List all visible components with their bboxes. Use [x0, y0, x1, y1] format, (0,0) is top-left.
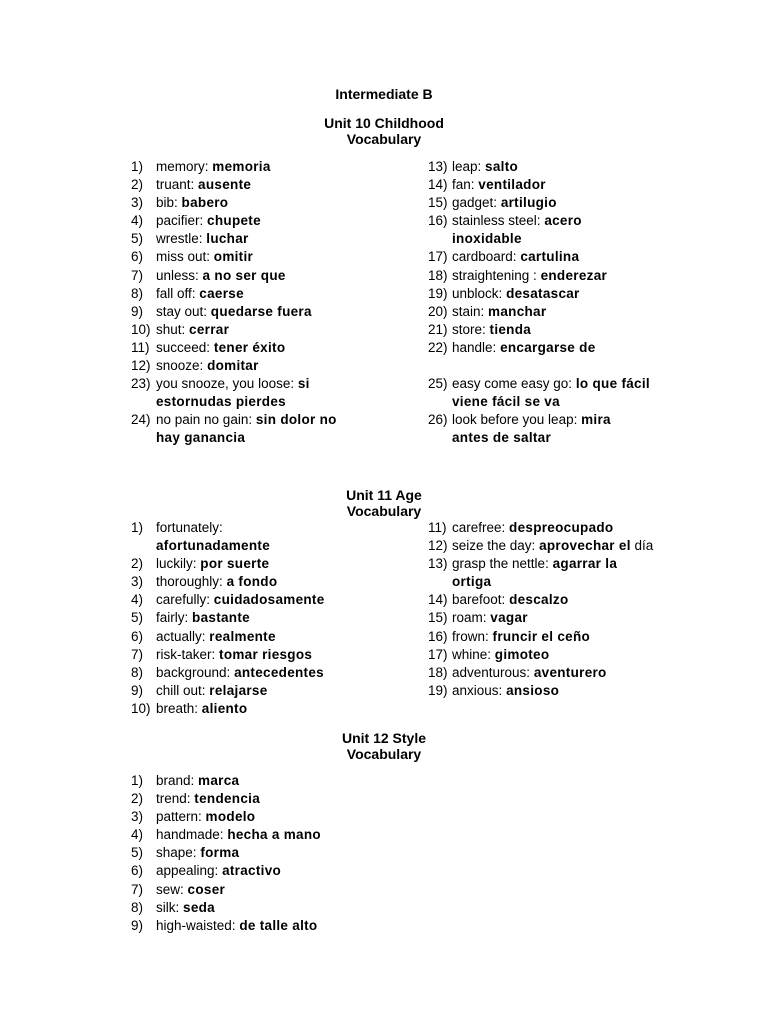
vocab-item: 8) fall off: caerse	[131, 285, 244, 301]
vocab-item: 5) shape: forma	[131, 845, 240, 861]
vocab-item: 3) thoroughly: a fondo	[131, 574, 278, 590]
vocab-item: 20) stain: manchar	[428, 303, 547, 319]
vocab-item: 6) miss out: omitir	[131, 249, 254, 265]
vocab-item: 5) fairly: bastante	[131, 610, 250, 626]
unit-12-title: Unit 12 Style	[341, 730, 427, 746]
vocab-item: 14) fan: ventilador	[428, 177, 546, 193]
vocab-item: 9) high-waisted: de talle alto	[131, 917, 318, 933]
vocab-item: 1) brand: marca	[131, 773, 240, 788]
vocab-item: 11) carefree: despreocupado	[428, 520, 614, 535]
vocab-item: 11) succeed: tener éxito	[131, 339, 286, 355]
vocab-item: 5) wrestle: luchar	[131, 231, 249, 247]
vocab-item: 15) roam: vagar	[428, 610, 528, 626]
vocab-item: 2) luckily: por suerte	[131, 556, 270, 572]
vocab-item: 2) trend: tendencia	[131, 791, 261, 807]
vocab-item: 8) background: antecedentes	[131, 664, 324, 680]
unit-11-subtitle: Vocabulary	[346, 503, 422, 519]
unit-12-left-column	[131, 772, 401, 935]
vocab-item: 6) appealing: atractivo	[131, 863, 282, 879]
vocab-item: 17) cardboard: cartulina	[428, 249, 580, 265]
vocab-item: 4) pacifier: chupete	[131, 213, 261, 229]
vocab-item: 9) chill out: relajarse	[131, 682, 268, 698]
vocab-item: 18) straightening : enderezar	[428, 267, 608, 283]
unit-10-subtitle: Vocabulary	[346, 131, 422, 147]
vocab-item: 12) seize the day: aprovechar el día	[428, 538, 654, 554]
vocab-item: 12) snooze: domitar	[131, 358, 259, 374]
vocab-item: 18) adventurous: aventurero	[428, 664, 607, 680]
vocab-item: 6) actually: realmente	[131, 628, 276, 644]
vocab-item: 16) frown: fruncir el ceño	[428, 628, 591, 644]
vocab-item: 1) memory: memoria	[131, 159, 271, 174]
vocab-item: 23) you snooze, you loose: si estornudas pierdes	[131, 376, 310, 410]
vocab-item: 15) gadget: artilugio	[428, 195, 557, 211]
vocab-item: 19) unblock: desatascar	[428, 285, 580, 301]
vocab-item: 4) handmade: hecha a mano	[131, 827, 321, 843]
vocab-item: 21) store: tienda	[428, 321, 532, 337]
vocab-item: 4) carefully: cuidadosamente	[131, 592, 325, 608]
vocab-item: 3) bib: babero	[131, 195, 229, 211]
unit-11-title: Unit 11 Age	[346, 487, 422, 503]
unit-12-subtitle: Vocabulary	[346, 746, 422, 762]
doc-title: Intermediate B	[335, 86, 433, 102]
vocab-item: 7) risk-taker: tomar riesgos	[131, 646, 313, 662]
vocab-item: 2) truant: ausente	[131, 177, 252, 193]
vocab-item: 14) barefoot: descalzo	[428, 592, 569, 608]
vocab-item: 7) unless: a no ser que	[131, 267, 286, 283]
vocab-item: 26) look before you leap: mira antes de saltar	[428, 412, 611, 446]
vocab-item: 13) grasp the nettle: agarrar la ortiga	[428, 556, 618, 590]
vocab-item: 17) whine: gimoteo	[428, 646, 550, 662]
vocab-item: 7) sew: coser	[131, 881, 226, 897]
unit-10-left-column	[131, 158, 401, 448]
unit-10-right-column	[428, 158, 678, 447]
unit-11-left-column	[131, 519, 401, 718]
vocab-item: 10) shut: cerrar	[131, 321, 230, 337]
vocab-item: 1) fortunately: afortunadamente	[131, 520, 271, 554]
unit-11-right-column	[428, 519, 678, 700]
unit-10-title: Unit 10 Childhood	[324, 115, 444, 131]
vocab-item: 19) anxious: ansioso	[428, 682, 560, 698]
vocab-item: 13) leap: salto	[428, 159, 519, 174]
vocab-item: 3) pattern: modelo	[131, 809, 256, 825]
vocab-item: 8) silk: seda	[131, 899, 215, 915]
vocab-item: 24) no pain no gain: sin dolor no hay ganancia	[131, 412, 337, 446]
vocab-item: 22) handle: encargarse de	[428, 339, 596, 355]
vocab-item: 10) breath: aliento	[131, 700, 248, 716]
vocab-item: 25) easy come easy go: lo que fácil viene fácil se va	[428, 376, 650, 410]
vocab-item: 16) stainless steel: acero inoxidable	[428, 213, 582, 247]
vocab-item: 9) stay out: quedarse fuera	[131, 303, 312, 319]
